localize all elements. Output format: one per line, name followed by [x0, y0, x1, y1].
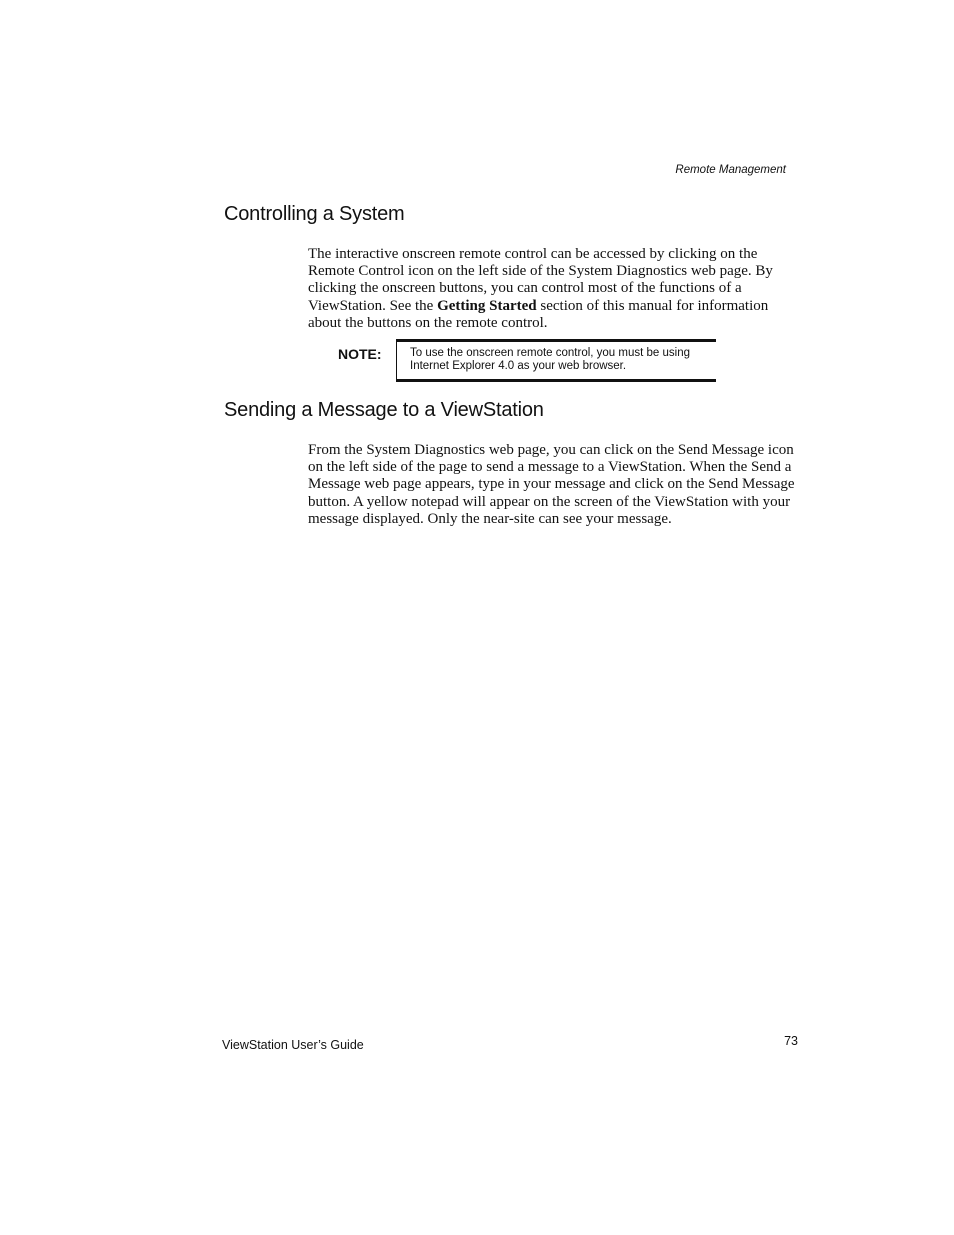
paragraph-controlling	[308, 246, 800, 332]
running-header: Remote Management	[675, 164, 786, 176]
section-heading-sending-message: Sending a Message to a ViewStation	[224, 399, 544, 421]
bold-reference: Getting Started	[437, 297, 537, 314]
paragraph-sending-message: From the System Diagnostics web page, you can click on the Send Message icon on the left side of the page to send a message to a ViewStation. When the Send a Message web page appears, type in your message and click on the Send Message button. A yellow notepad will appear on the screen of the ViewStation with your message displayed. Only the near-site can see your message.	[308, 442, 795, 527]
paragraph-text: The interactive onscreen remote control can be accessed by clicking on the Remote Control icon on the left side of the System Diagnostics web page. By clicking the onscreen buttons, you can control most of the functions of a ViewStation. See the	[308, 246, 773, 314]
section-heading-controlling: Controlling a System	[224, 203, 405, 225]
footer-guide-title: ViewStation User’s Guide	[222, 1038, 364, 1052]
note-text: To use the onscreen remote control, you must be using Internet Explorer 4.0 as your web browser.	[410, 347, 690, 372]
note-box	[396, 339, 716, 382]
paragraph-text: section of this manual for information about the buttons on the remote control.	[308, 297, 769, 331]
page-number: 73	[784, 1034, 798, 1048]
note-label: NOTE:	[338, 346, 382, 362]
